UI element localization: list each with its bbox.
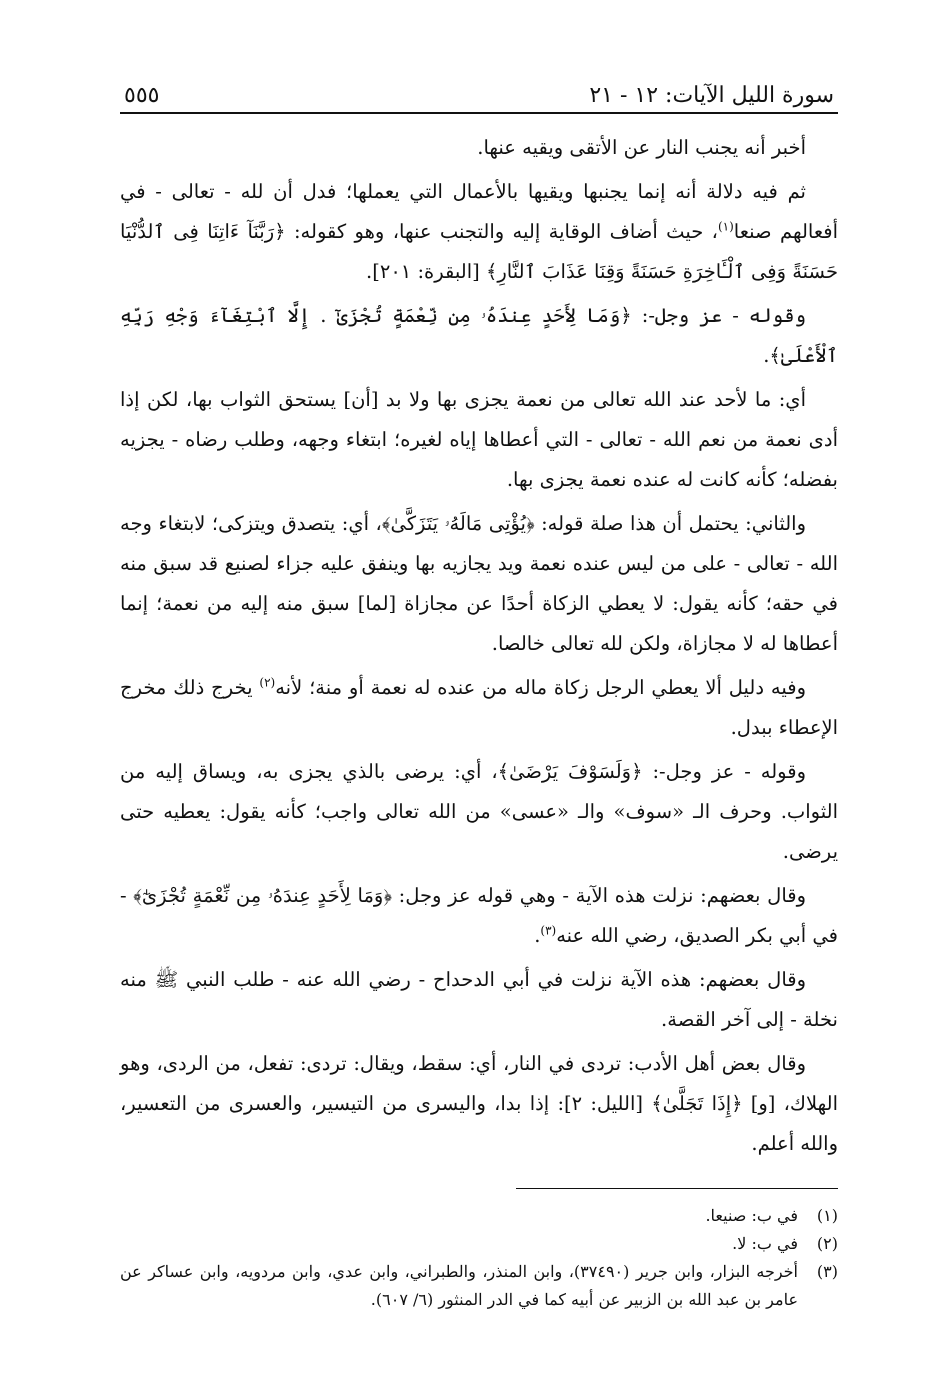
footnote-item bbox=[120, 1202, 838, 1230]
footnote-ref: (٢) bbox=[259, 675, 276, 690]
footnote-item bbox=[120, 1258, 838, 1314]
header-title: سورة الليل الآيات: ١٢ - ٢١ bbox=[589, 83, 834, 108]
footnote-number: (٣) bbox=[816, 1262, 838, 1281]
footnotes bbox=[120, 1202, 838, 1314]
footnote-rule bbox=[516, 1188, 838, 1189]
page-number: ٥٥٥ bbox=[124, 83, 160, 108]
footnote-ref: (١) bbox=[717, 219, 734, 234]
running-header bbox=[120, 70, 838, 108]
paragraph: وقوله - عز وجل-: ﴿وَمَا لِأَحَدٍ عِندَهُۥ مِن نِّعْمَةٍ تُجْزَىٰٓ . إِلَّا ٱبْتِغَآءَ وَجْهِ رَبِّهِ ٱلْأَعْلَىٰ﴾. bbox=[120, 304, 838, 367]
paragraph: وقال بعض أهل الأدب: تردى في النار، أي: سقط، ويقال: تردى: تفعل، من الردى، وهو الهلاك، [و] ﴿إِذَا تَجَلَّىٰ﴾ [الليل: ٢]: إذا بدا، واليسرى من التيسير، والعسرى من التعسير، والله أعلم. bbox=[120, 1052, 838, 1155]
paragraph: والثاني: يحتمل أن هذا صلة قوله: ﴿يُؤْتِى مَالَهُۥ يَتَزَكَّىٰ﴾، أي: يتصدق ويتزكى؛ لابتغاء وجه الله - تعالى - على من ليس عنده نعمة ويد يجازيه بها وينفق عليه جزاء لصنيع قد سبق منه في حقه؛ كأنه يقول: لا يعطي الزكاة أحدًا عن مجازاة [لما] سبق منه إليه من نعمة؛ إنما أعطاها له لا مجازاة، ولكن لله تعالى خالصا. bbox=[120, 512, 838, 655]
paragraph: أخبر أنه يجنب النار عن الأتقى ويقيه عنها. bbox=[477, 136, 806, 159]
paragraph: وفيه دليل ألا يعطي الرجل زكاة ماله من عنده له نعمة أو منة؛ لأنه$^{(٢)}$ يخرج ذلك مخرج الإعطاء ببدل. bbox=[120, 675, 838, 739]
footnote-ref: (٣) bbox=[540, 923, 557, 938]
main-text bbox=[120, 128, 838, 1164]
footnote-number: (٢) bbox=[816, 1234, 838, 1253]
paragraph: وقوله - عز وجل-: ﴿وَلَسَوْفَ يَرْضَىٰ﴾، أي: يرضى بالذي يجزى به، ويساق إليه من الثواب. وحرف الـ «سوف» والـ «عسى» من الله تعالى واجب؛ كأنه يقول: يعطيه حتى يرضى. bbox=[120, 760, 838, 863]
footnote-number: (١) bbox=[816, 1206, 838, 1225]
header-rule bbox=[120, 112, 838, 114]
footnote-text: أخرجه البزار، وابن جرير (٣٧٤٩٠)، وابن المنذر، والطبراني، وابن عدي، وابن مردويه، وابن عساكر عن عامر بن عبد الله بن الزبير عن أبيه كما في الدر المنثور (٦/ ٦٠٧). bbox=[120, 1262, 799, 1309]
paragraph: وقال بعضهم: نزلت هذه الآية - وهي قوله عز وجل: ﴿وَمَا لِأَحَدٍ عِندَهُۥ مِن نِّعْمَةٍ تُجْزَىٰٓ﴾ - في أبي بكر الصديق، رضي الله عنه$^{(٣)}$. bbox=[120, 884, 838, 947]
paragraph: أي: ما لأحد عند الله تعالى من نعمة يجزى بها ولا بد [أن] يستحق الثواب بها، لكن إذا أدى نعمة من نعم الله - تعالى - التي أعطاها إياه لغيره؛ ابتغاء وجهه، وطلب رضاه - يجزيه بفضله؛ كأنه كانت له عنده نعمة يجزى بها. bbox=[120, 388, 838, 491]
paragraph: وقال بعضهم: هذه الآية نزلت في أبي الدحداح - رضي الله عنه - طلب النبي ﷺ منه نخلة - إلى آخر القصة. bbox=[120, 968, 838, 1031]
footnote-item bbox=[120, 1230, 838, 1258]
footnote-text: في ب: صنيعا. bbox=[705, 1206, 798, 1225]
paragraph: ثم فيه دلالة أنه إنما يجنبها ويقيها بالأعمال التي يعملها؛ فدل أن لله - تعالى - في أفعالهم صنعا$^{(١)}$، حيث أضاف الوقاية إليه والتجنب عنها، وهو كقوله: ﴿رَبَّنَآ ءَاتِنَا فِى ٱلدُّنْيَا حَسَنَةً وَفِى ٱلْـَٔاخِرَةِ حَسَنَةً وَقِنَا عَذَابَ ٱلنَّارِ﴾ [البقرة: ٢٠١]. bbox=[120, 180, 838, 283]
book-page bbox=[120, 70, 838, 1360]
footnote-text: في ب: لا. bbox=[732, 1234, 798, 1253]
